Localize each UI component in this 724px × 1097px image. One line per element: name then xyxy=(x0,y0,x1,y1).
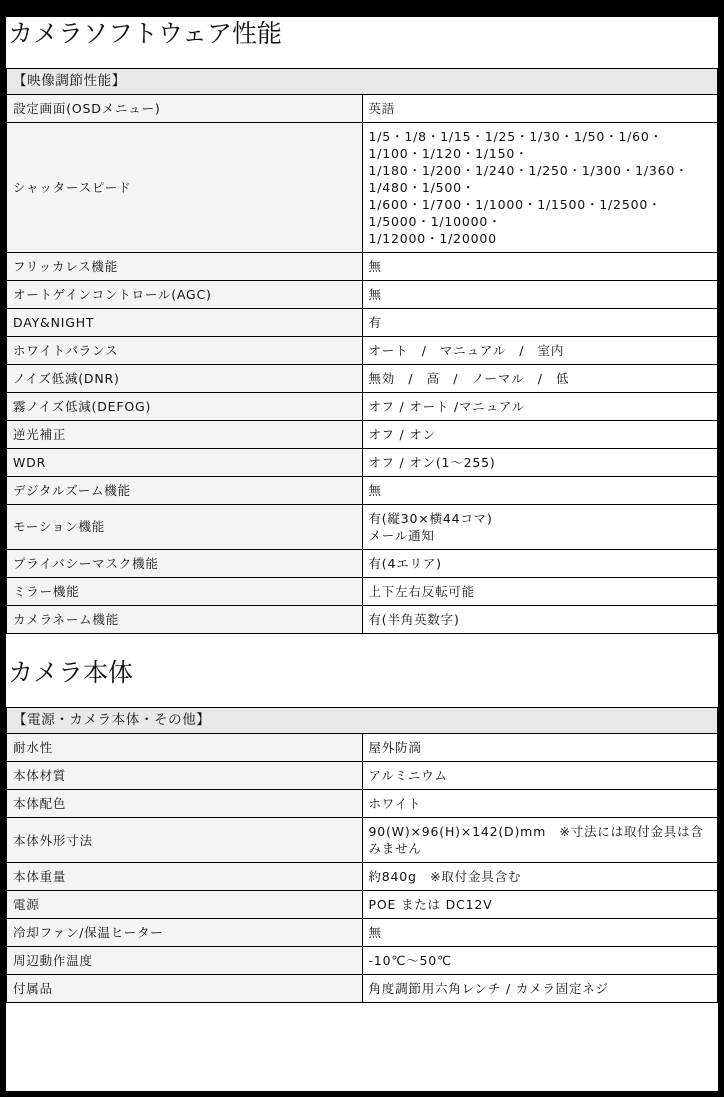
table-row xyxy=(7,605,718,633)
page-title-body: カメラ本体 xyxy=(8,658,134,688)
row-value xyxy=(362,94,718,122)
row-value xyxy=(362,308,718,336)
row-value-line: 無 xyxy=(368,482,382,498)
row-value-line: 英語 xyxy=(368,100,396,116)
row-label: ノイズ低減(DNR) xyxy=(7,364,363,392)
table-row xyxy=(7,364,718,392)
row-label: 耐水性 xyxy=(7,734,363,762)
row-value-line: 屋外防滴 xyxy=(368,740,422,755)
row-value xyxy=(362,504,718,549)
row-value-line: オフ / オン(1〜255) xyxy=(368,454,496,470)
table-group-header-row xyxy=(7,68,718,94)
table-row xyxy=(7,252,718,280)
table-row xyxy=(7,420,718,448)
table-group-header-row xyxy=(7,708,718,734)
spec-table-software xyxy=(6,68,718,634)
row-value xyxy=(362,790,718,818)
table-row xyxy=(7,504,718,549)
row-label: モーション機能 xyxy=(7,504,363,549)
row-value-line: メール通知 xyxy=(368,527,435,543)
row-value xyxy=(362,252,718,280)
row-label: 設定画面(OSDメニュー) xyxy=(7,94,363,122)
row-value xyxy=(362,863,718,891)
row-label: ミラー機能 xyxy=(7,577,363,605)
row-label: 本体材質 xyxy=(7,762,363,790)
row-value xyxy=(362,476,718,504)
row-value-line: オフ / オン xyxy=(368,426,436,442)
row-value xyxy=(362,919,718,947)
row-value-line: 1/180・1/200・1/240・1/250・1/300・1/360・1/480・1/500・ xyxy=(368,162,689,195)
row-label: カメラネーム機能 xyxy=(7,605,363,633)
row-label: 霧ノイズ低減(DEFOG) xyxy=(7,392,363,420)
row-value-line: アルミニウム xyxy=(368,768,448,783)
row-value xyxy=(362,549,718,577)
row-label: デジタルズーム機能 xyxy=(7,476,363,504)
row-value xyxy=(362,122,718,252)
row-label: 逆光補正 xyxy=(7,420,363,448)
row-label: WDR xyxy=(7,448,363,476)
table-row xyxy=(7,308,718,336)
row-label: 本体外形寸法 xyxy=(7,818,363,863)
row-value-line: -10℃〜50℃ xyxy=(368,953,452,968)
row-value xyxy=(362,448,718,476)
bottom-edge-bar xyxy=(0,1091,724,1097)
table-row xyxy=(7,336,718,364)
row-value-line: 角度調節用六角レンチ / カメラ固定ネジ xyxy=(368,981,609,996)
table-row xyxy=(7,94,718,122)
row-label: 付属品 xyxy=(7,975,363,1003)
table-row xyxy=(7,790,718,818)
row-value-line: 約840g ※取付金具含む xyxy=(368,869,522,884)
row-value-line: ホワイト xyxy=(368,796,422,811)
row-value-line: 90(W)×96(H)×142(D)mm ※寸法には取付金具は含みません xyxy=(368,824,704,856)
table-row xyxy=(7,734,718,762)
left-edge-bar xyxy=(0,17,6,1097)
row-value-line: オート / マニュアル / 室内 xyxy=(368,342,565,358)
row-label: 周辺動作温度 xyxy=(7,947,363,975)
row-value xyxy=(362,605,718,633)
row-value-line: オフ / オート /マニュアル xyxy=(368,398,525,414)
row-value-line: POE または DC12V xyxy=(368,897,493,912)
table-row xyxy=(7,919,718,947)
row-label: プライバシーマスク機能 xyxy=(7,549,363,577)
row-label: オートゲインコントロール(AGC) xyxy=(7,280,363,308)
row-label: 本体配色 xyxy=(7,790,363,818)
row-value-line: 1/600・1/700・1/1000・1/1500・1/2500・1/5000・1/10000・ xyxy=(368,196,662,229)
row-value-line: 有(4エリア) xyxy=(368,555,442,571)
top-edge-bar xyxy=(0,17,724,19)
row-value xyxy=(362,947,718,975)
row-value xyxy=(362,891,718,919)
table-row xyxy=(7,549,718,577)
table-row xyxy=(7,975,718,1003)
right-edge-bar xyxy=(718,17,724,1097)
row-value-line: 無 xyxy=(368,286,382,302)
row-value xyxy=(362,364,718,392)
row-value xyxy=(362,762,718,790)
row-label: DAY&NIGHT xyxy=(7,308,363,336)
table-row xyxy=(7,476,718,504)
row-value xyxy=(362,280,718,308)
row-label: 電源 xyxy=(7,891,363,919)
row-value-line: 無 xyxy=(368,258,382,274)
row-value-line: 無 xyxy=(368,925,382,940)
row-value xyxy=(362,336,718,364)
row-label: シャッタースピード xyxy=(7,122,363,252)
row-label: ホワイトバランス xyxy=(7,336,363,364)
group-header-software: 【映像調節性能】 xyxy=(7,68,718,94)
row-value-line: 1/5・1/8・1/15・1/25・1/30・1/50・1/60・1/100・1/120・1/150・ xyxy=(368,128,663,161)
group-header-body: 【電源・カメラ本体・その他】 xyxy=(7,708,718,734)
row-value xyxy=(362,818,718,863)
row-value-line: 無効 / 高 / ノーマル / 低 xyxy=(368,370,570,386)
row-value-line: 有 xyxy=(368,314,382,330)
row-value xyxy=(362,975,718,1003)
table-row xyxy=(7,392,718,420)
table-row xyxy=(7,122,718,252)
table-row xyxy=(7,947,718,975)
row-value xyxy=(362,734,718,762)
row-value-line: 有(縦30×横44コマ) xyxy=(368,510,493,526)
table-row xyxy=(7,818,718,863)
table-row xyxy=(7,762,718,790)
table-row xyxy=(7,863,718,891)
row-label: 本体重量 xyxy=(7,863,363,891)
row-value-line: 1/12000・1/20000 xyxy=(368,230,497,246)
spec-table-body xyxy=(6,707,718,1003)
row-label: 冷却ファン/保温ヒーター xyxy=(7,919,363,947)
table-row xyxy=(7,280,718,308)
row-value-line: 上下左右反転可能 xyxy=(368,583,475,599)
spec-sheet-page xyxy=(0,17,724,1097)
row-label: フリッカレス機能 xyxy=(7,252,363,280)
table-row xyxy=(7,577,718,605)
table-row xyxy=(7,448,718,476)
row-value xyxy=(362,392,718,420)
row-value xyxy=(362,420,718,448)
table-row xyxy=(7,891,718,919)
row-value-line: 有(半角英数字) xyxy=(368,611,460,627)
row-value xyxy=(362,577,718,605)
page-title-software: カメラソフトウェア性能 xyxy=(8,18,283,48)
